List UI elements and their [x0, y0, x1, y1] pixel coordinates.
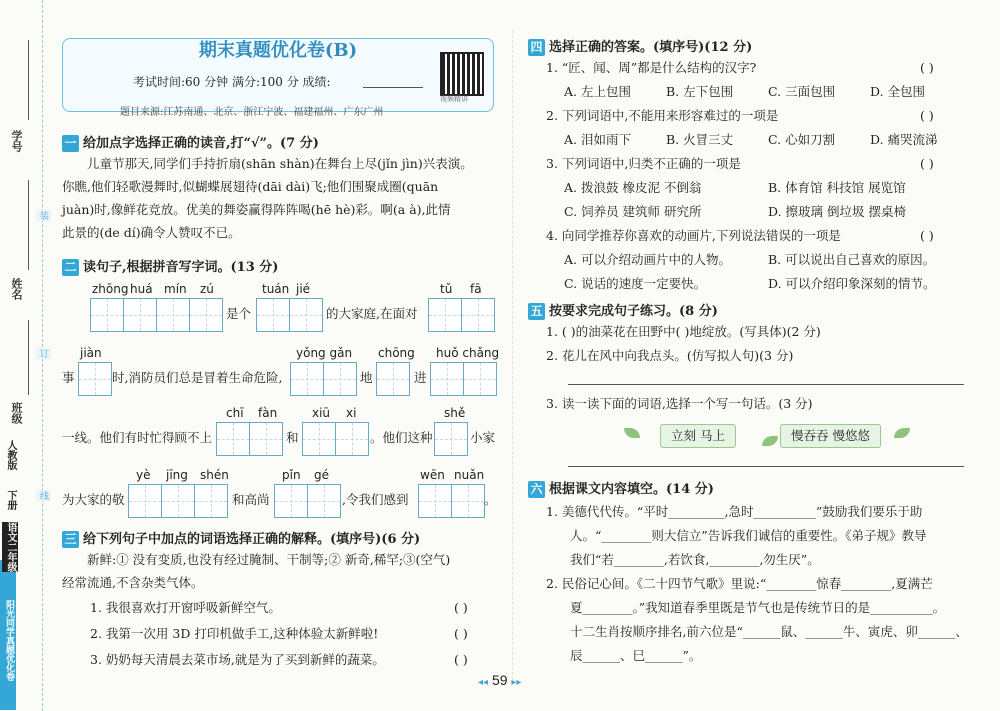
school-number-line — [28, 40, 29, 120]
option[interactable]: A. 可以介绍动画片中的人物。 — [564, 252, 731, 267]
pinyin: nuǎn — [454, 468, 485, 482]
question-item: 2. 下列词语中,不能用来形容难过的一项是 — [546, 108, 779, 123]
section-number: 六 — [528, 481, 545, 498]
fill-line[interactable]: 人。“________则大信立”告诉我们诚信的重要性。《弟子规》教导 — [570, 528, 927, 543]
pinyin: chōng — [378, 346, 415, 360]
option[interactable]: C. 心如刀割 — [768, 132, 836, 147]
section-title: 根据课文内容填空。(14 分) — [549, 482, 714, 497]
pinyin: tǔ — [440, 282, 453, 296]
class-line — [28, 320, 29, 395]
seal-mark: 装 — [36, 210, 51, 221]
section-4-heading — [528, 36, 752, 56]
option[interactable]: C. 饲养员 建筑师 研究所 — [564, 204, 702, 219]
fill-line[interactable]: 我们“若________,若饮食,________,勿生厌”。 — [570, 552, 820, 567]
seal-mark: 订 — [36, 348, 51, 359]
option[interactable]: B. 左下包围 — [666, 84, 734, 99]
writing-grid[interactable] — [78, 362, 112, 396]
question-item: 2. 我第一次用 3D 打印机做手工,这种体验太新鲜啦! — [90, 626, 379, 641]
pinyin: jiàn — [80, 346, 102, 360]
edition-label: 人教版 — [5, 440, 16, 470]
sentence-text: 事 — [62, 370, 75, 385]
word-group: 立刻 马上 — [660, 424, 736, 448]
section-5-heading — [528, 300, 718, 320]
writing-grid[interactable] — [430, 362, 497, 396]
writing-grid[interactable] — [256, 298, 323, 332]
sentence-text: 是个 — [226, 306, 252, 321]
answer-paren[interactable]: ( ) — [920, 108, 934, 123]
leaf-icon — [762, 436, 778, 446]
section-number: 一 — [62, 135, 79, 152]
pinyin: pǐn — [282, 468, 301, 482]
fill-line[interactable]: 辰______、巳______”。 — [570, 648, 702, 663]
score-blank — [363, 87, 423, 88]
pinyin: chī — [226, 406, 244, 420]
pinyin: zú — [200, 282, 214, 296]
section-title: 读句子,根据拼音写字词。(13 分) — [83, 260, 279, 275]
pinyin: jīng — [166, 468, 188, 482]
subject-label: 语文二年级 — [2, 522, 18, 572]
question-item: 1. 我很喜欢打开窗呼吸新鲜空气。 — [90, 600, 281, 615]
fill-line[interactable]: 2. 民俗记心间。《二十四节气歌》里说:“________惊春________,夏满芒 — [546, 576, 933, 591]
prev-arrow-icon: ◂◂ — [478, 677, 489, 688]
question-item: 4. 向同学推荐你喜欢的动画片,下列说法错误的一项是 — [546, 228, 841, 243]
section-number: 二 — [62, 259, 79, 276]
section-title: 选择正确的答案。(填序号)(12 分) — [549, 40, 753, 55]
option[interactable]: B. 体育馆 科技馆 展览馆 — [768, 180, 906, 195]
pinyin: gé — [314, 468, 329, 482]
option[interactable]: A. 左上包围 — [564, 84, 631, 99]
pinyin: mín — [164, 282, 187, 296]
option[interactable]: D. 全包围 — [870, 84, 926, 99]
passage-line: 儿童节那天,同学们手持折扇(shān shàn)在舞台上尽(jǐn jìn)兴表演。 — [87, 156, 473, 171]
answer-line[interactable] — [568, 466, 964, 467]
section-3-heading — [62, 528, 420, 548]
question-item: 3. 下列词语中,归类不正确的一项是 — [546, 156, 741, 171]
binding-strip — [0, 0, 54, 711]
writing-grid[interactable] — [434, 422, 468, 456]
option[interactable]: D. 痛哭流涕 — [870, 132, 938, 147]
writing-grid[interactable] — [302, 422, 369, 456]
pinyin: shě — [444, 406, 466, 420]
label-class: 班级 — [10, 402, 23, 424]
section-1-heading — [62, 132, 319, 152]
answer-paren[interactable]: ( ) — [920, 60, 934, 75]
question-item: 3. 奶奶每天清晨去菜市场,就是为了买到新鲜的蔬菜。 — [90, 652, 385, 667]
sentence-text: 的大家庭,在面对 — [326, 306, 418, 321]
option[interactable]: B. 火冒三丈 — [666, 132, 734, 147]
passage-line: juàn)时,像鲜花竞放。优美的舞姿赢得阵阵喝(hē hè)彩。啊(a à),此情 — [62, 202, 451, 217]
question-source: 题目来源:江苏南通、北京、浙江宁波、福建福州、广东广州 — [120, 107, 384, 118]
answer-line[interactable] — [568, 384, 964, 385]
sentence-text: 。 — [484, 492, 497, 507]
pinyin: fàn — [258, 406, 278, 420]
answer-paren[interactable]: ( ) — [454, 626, 468, 641]
fill-line[interactable]: 十二生肖按顺序排名,前六位是“______鼠、______牛、寅虎、卯______、 — [570, 624, 968, 639]
section-2-heading — [62, 256, 278, 276]
passage-line: 你瞧,他们轻歌漫舞时,似蝴蝶展翅待(dāi dài)飞;他们围聚成圈(quān — [62, 179, 439, 194]
section-number: 四 — [528, 39, 545, 56]
qr-caption: 视频精讲 — [440, 95, 468, 103]
column-divider — [512, 30, 513, 680]
pinyin: yǒng gǎn — [296, 346, 353, 360]
term-label: 下册 — [5, 490, 16, 510]
definition-line: 新鲜:① 没有变质,也没有经过腌制、干制等;② 新奇,稀罕;③(空气) — [87, 552, 451, 567]
sentence-text: 为大家的敬 — [62, 492, 125, 507]
sentence-text: 和 — [286, 430, 299, 445]
sentence-text: ,令我们感到 — [342, 492, 409, 507]
label-school-number: 学号 — [10, 130, 23, 152]
answer-paren[interactable]: ( ) — [454, 600, 468, 615]
pinyin: jié — [296, 282, 311, 296]
section-number: 三 — [62, 531, 79, 548]
pinyin: xi — [346, 406, 357, 420]
pinyin: huǒ chǎng — [436, 346, 500, 360]
next-arrow-icon: ▸▸ — [511, 677, 522, 688]
fill-line[interactable]: 夏________。”我知道春季里既是节气也是传统节日的是__________。 — [570, 600, 946, 615]
option[interactable]: C. 三面包围 — [768, 84, 836, 99]
option[interactable]: B. 可以说出自己喜欢的原因。 — [768, 252, 936, 267]
page-number: 59 — [491, 672, 508, 688]
page-number-area — [478, 672, 521, 688]
section-6-body — [546, 500, 986, 668]
option[interactable]: A. 泪如雨下 — [564, 132, 631, 147]
leaf-icon — [624, 428, 640, 438]
question-item: 1. “匠、闻、周”都是什么结构的汉字? — [546, 60, 757, 75]
sentence-text: 。他们这种 — [370, 430, 433, 445]
option[interactable]: D. 擦玻璃 倒垃圾 摆桌椅 — [768, 204, 906, 219]
pinyin: huá — [130, 282, 153, 296]
label-name: 姓名 — [10, 278, 23, 300]
answer-paren[interactable]: ( ) — [454, 652, 468, 667]
question-item: 2. 花儿在风中向我点头。(仿写拟人句)(3 分) — [546, 348, 794, 363]
exam-header — [62, 38, 494, 112]
passage-line: 此景的(de dí)确令人赞叹不已。 — [62, 225, 241, 240]
writing-grid[interactable] — [290, 362, 357, 396]
writing-grid[interactable] — [274, 484, 341, 518]
writing-grid[interactable] — [216, 422, 283, 456]
writing-grid[interactable] — [428, 298, 495, 332]
word-group: 慢吞吞 慢悠悠 — [780, 424, 881, 448]
pinyin: zhōng — [92, 282, 129, 296]
writing-grid[interactable] — [376, 362, 410, 396]
pinyin: shén — [200, 468, 229, 482]
question-item: 3. 读一读下面的词语,选择一个写一句话。(3 分) — [546, 396, 813, 411]
section-number: 五 — [528, 303, 545, 320]
sentence-text: 进 — [414, 370, 427, 385]
exam-info: 考试时间:60 分钟 满分:100 分 成绩: — [133, 75, 331, 89]
pinyin: yè — [136, 468, 151, 482]
section-6-heading — [528, 478, 714, 498]
pinyin: fā — [470, 282, 482, 296]
sentence-text: 地 — [360, 370, 373, 385]
pinyin: wēn — [420, 468, 445, 482]
writing-grid[interactable] — [90, 298, 223, 332]
page-title: 期末真题优化卷(B) — [198, 40, 358, 61]
answer-paren[interactable]: ( ) — [920, 156, 934, 171]
fill-line[interactable]: 1. 美德代代传。“平时_________,急时__________”鼓励我们要乐于助 — [546, 504, 923, 519]
definition-line: 经常流通,不含杂类气体。 — [62, 575, 204, 590]
section-title: 给下列句子中加点的词语选择正确的解释。(填序号)(6 分) — [83, 532, 421, 547]
option[interactable]: D. 可以介绍印象深刻的情节。 — [768, 276, 936, 291]
question-item: 1. ( )的油菜花在田野中( )地绽放。(写具体)(2 分) — [546, 324, 821, 339]
sentence-text: 时,消防员们总是冒着生命危险, — [112, 370, 283, 385]
answer-paren[interactable]: ( ) — [920, 228, 934, 243]
section-3-definitions — [62, 548, 502, 594]
option[interactable]: C. 说话的速度一定要快。 — [564, 276, 707, 291]
pinyin: xiū — [312, 406, 331, 420]
section-title: 按要求完成句子练习。(8 分) — [549, 304, 718, 319]
pinyin: tuán — [262, 282, 290, 296]
section-title: 给加点字选择正确的读音,打“√”。(7 分) — [83, 136, 319, 151]
brand-label: 阳光同学真题优化卷 — [4, 600, 14, 681]
sentence-text: 一线。他们有时忙得顾不上 — [62, 430, 213, 445]
sentence-text: 和高尚 — [232, 492, 270, 507]
section-1-passage — [62, 152, 502, 244]
name-line — [28, 180, 29, 270]
sentence-text: 小家 — [470, 430, 496, 445]
writing-grid[interactable] — [128, 484, 228, 518]
option[interactable]: A. 拨浪鼓 橡皮泥 不倒翁 — [564, 180, 702, 195]
seal-mark: 线 — [36, 490, 51, 501]
qr-code-icon[interactable] — [440, 52, 484, 96]
writing-grid[interactable] — [418, 484, 485, 518]
leaf-icon — [894, 428, 910, 438]
